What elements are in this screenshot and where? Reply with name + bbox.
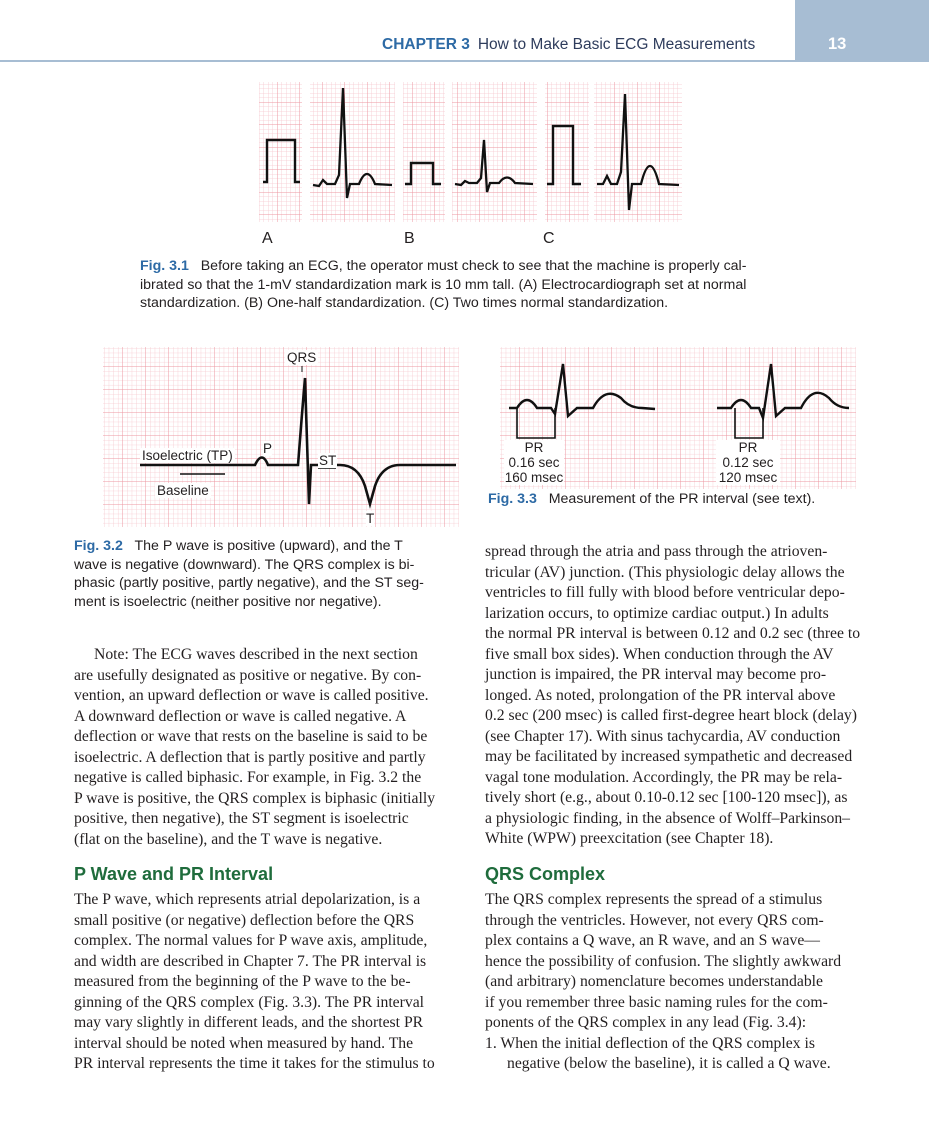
fig33-pr-right <box>716 440 780 485</box>
header-rule <box>0 60 929 62</box>
pr-sec: 0.12 sec <box>722 455 774 470</box>
caption-line: ibrated so that the 1-mV standardization mark is 10 mm tall. (A) Electrocardiograph set at normal <box>140 276 747 293</box>
qrs-paragraph <box>485 890 868 1075</box>
pr-msec: 120 msec <box>718 470 778 485</box>
text-line: if you remember three basic naming rules for the com- <box>485 993 828 1011</box>
text-line: small positive (or negative) deflection before the QRS <box>74 911 415 929</box>
caption-line: ment is isoelectric (neither positive nor negative). <box>74 593 382 610</box>
text-line: may vary slightly in different leads, and the shortest PR <box>74 1014 424 1031</box>
text-line: The QRS complex represents the spread of a stimulus <box>485 891 823 908</box>
running-header <box>382 36 755 54</box>
text-line: vention, an upward deflection or wave is called positive. <box>74 687 429 704</box>
text-line: ponents of the QRS complex in any lead (Fig. 3.4): <box>485 1014 807 1031</box>
caption-line: Before taking an ECG, the operator must check to see that the machine is properly cal- <box>200 258 747 274</box>
fig33-caption-text: Measurement of the PR interval (see text). <box>548 491 816 507</box>
text-line: larization occurs, to optimize cardiac output.) In adults <box>485 604 829 622</box>
fig31-caption <box>140 257 820 313</box>
pr-label: PR <box>524 440 544 455</box>
fig31-panel-a <box>259 82 395 222</box>
fig33-caption-label: Fig. 3.3 <box>488 491 537 507</box>
fig33-caption <box>488 490 868 509</box>
text-line: tively short (e.g., about 0.10-0.12 sec [100-120 msec]), as <box>485 789 848 806</box>
text-line: positive, then negative), the ST segment is isoelectric <box>74 810 409 827</box>
text-line: (and arbitrary) nomenclature becomes understandable <box>485 973 824 990</box>
note-paragraph <box>74 645 457 850</box>
text-line: (flat on the baseline), and the T wave is negative. <box>74 830 383 848</box>
fig31-label-a: A <box>262 230 273 247</box>
fig31-label-b: B <box>404 230 415 247</box>
text-line: ginning of the QRS complex (Fig. 3.3). The PR interval <box>74 993 425 1011</box>
fig32-label-st: ST <box>319 453 337 468</box>
text-line: P wave is positive, the QRS complex is biphasic (initially <box>74 789 436 807</box>
text-line: the normal PR interval is between 0.12 and 0.2 sec (three to <box>485 625 861 642</box>
fig32-label-qrs: QRS <box>287 350 317 365</box>
caption-line: The P wave is positive (upward), and the T <box>134 538 403 554</box>
fig32-label-baseline: Baseline <box>157 483 209 498</box>
caption-line: wave is negative (downward). The QRS complex is bi- <box>74 556 415 573</box>
caption-line: phasic (partly positive, partly negative), and the ST seg- <box>74 575 424 592</box>
list-item-1: 1. When the initial deflection of the QRS complex is <box>485 1034 815 1052</box>
text-line: A downward deflection or wave is called negative. A <box>74 707 407 725</box>
pr-interval-paragraph <box>485 542 868 850</box>
fig32-ecg-diagram <box>100 344 462 530</box>
text-line: longed. As noted, prolongation of the PR interval above <box>485 686 836 704</box>
text-line: vagal tone modulation. Accordingly, the PR may be rela- <box>485 768 843 786</box>
chapter-label: CHAPTER 3 <box>382 36 470 53</box>
text-line: deflection or wave that rests on the baseline is said to be <box>74 728 428 745</box>
text-line: isoelectric. A deflection that is partly positive and partly <box>74 748 426 766</box>
text-line: ventricles to fill fully with blood before ventricular depo- <box>485 584 845 601</box>
fig31-panel-c <box>545 82 682 222</box>
text-line: White (WPW) preexcitation (see Chapter 18). <box>485 830 774 847</box>
text-line: interval should be noted when measured by hand. The <box>74 1034 414 1052</box>
text-line: are usefully designated as positive or negative. By con- <box>74 666 422 684</box>
text-line: complex. The normal values for P wave axis, amplitude, <box>74 932 428 949</box>
heading-qrs-complex: QRS Complex <box>485 864 606 884</box>
fig33-pr-left <box>504 440 564 485</box>
list-item-1-cont: negative (below the baseline), it is called a Q wave. <box>507 1055 831 1072</box>
fig32-label-t: T <box>366 511 375 526</box>
text-line: PR interval represents the time it takes for the stimulus to <box>74 1055 435 1072</box>
text-line: may be facilitated by increased sympathetic and decreased <box>485 748 853 765</box>
text-line: measured from the beginning of the P wave to the be- <box>74 973 411 990</box>
page-number: 13 <box>828 35 847 53</box>
fig32-label-p: P <box>263 441 273 456</box>
text-line: five small box sides). When conduction through the AV <box>485 645 834 663</box>
text-line: through the ventricles. However, not every QRS com- <box>485 911 824 929</box>
p-wave-paragraph <box>74 890 457 1075</box>
fig32-caption-label: Fig. 3.2 <box>74 538 123 554</box>
pr-sec: 0.16 sec <box>508 455 560 470</box>
pr-msec: 160 msec <box>504 470 564 485</box>
text-line: junction is impaired, the PR interval may become pro- <box>485 666 827 683</box>
chapter-title: How to Make Basic ECG Measurements <box>477 36 756 53</box>
text-line: tricular (AV) junction. (This physiologic delay allows the <box>485 563 845 581</box>
text-line: and width are described in Chapter 7. The PR interval is <box>74 952 427 970</box>
text-line: a physiologic finding, in the absence of Wolff–Parkinson– <box>485 809 851 827</box>
fig31-caption-label: Fig. 3.1 <box>140 258 189 274</box>
fig32-caption <box>74 537 456 611</box>
text-line: spread through the atria and pass through the atrioven- <box>485 543 828 560</box>
heading-p-wave: P Wave and PR Interval <box>74 864 274 884</box>
page-number-box <box>795 0 929 60</box>
text-line: 0.2 sec (200 msec) is called first-degree heart block (delay) <box>485 707 857 724</box>
text-line: hence the possibility of confusion. The slightly awkward <box>485 952 842 970</box>
text-line: negative is called biphasic. For example, in Fig. 3.2 the <box>74 769 422 786</box>
fig32-label-isoelectric: Isoelectric (TP) <box>142 448 233 463</box>
fig31-label-c: C <box>543 230 555 247</box>
text-line: (see Chapter 17). With sinus tachycardia, AV conduction <box>485 727 841 745</box>
text-line: plex contains a Q wave, an R wave, and an S wave— <box>485 932 820 949</box>
fig31-ecg-strips <box>255 80 685 250</box>
text-line: Note: The ECG waves described in the next section <box>94 646 418 663</box>
text-line: The P wave, which represents atrial depolarization, is a <box>74 891 421 908</box>
caption-line: standardization. (B) One-half standardization. (C) Two times normal standardization. <box>140 295 669 312</box>
pr-label: PR <box>738 440 758 455</box>
fig31-panel-b <box>403 82 537 222</box>
